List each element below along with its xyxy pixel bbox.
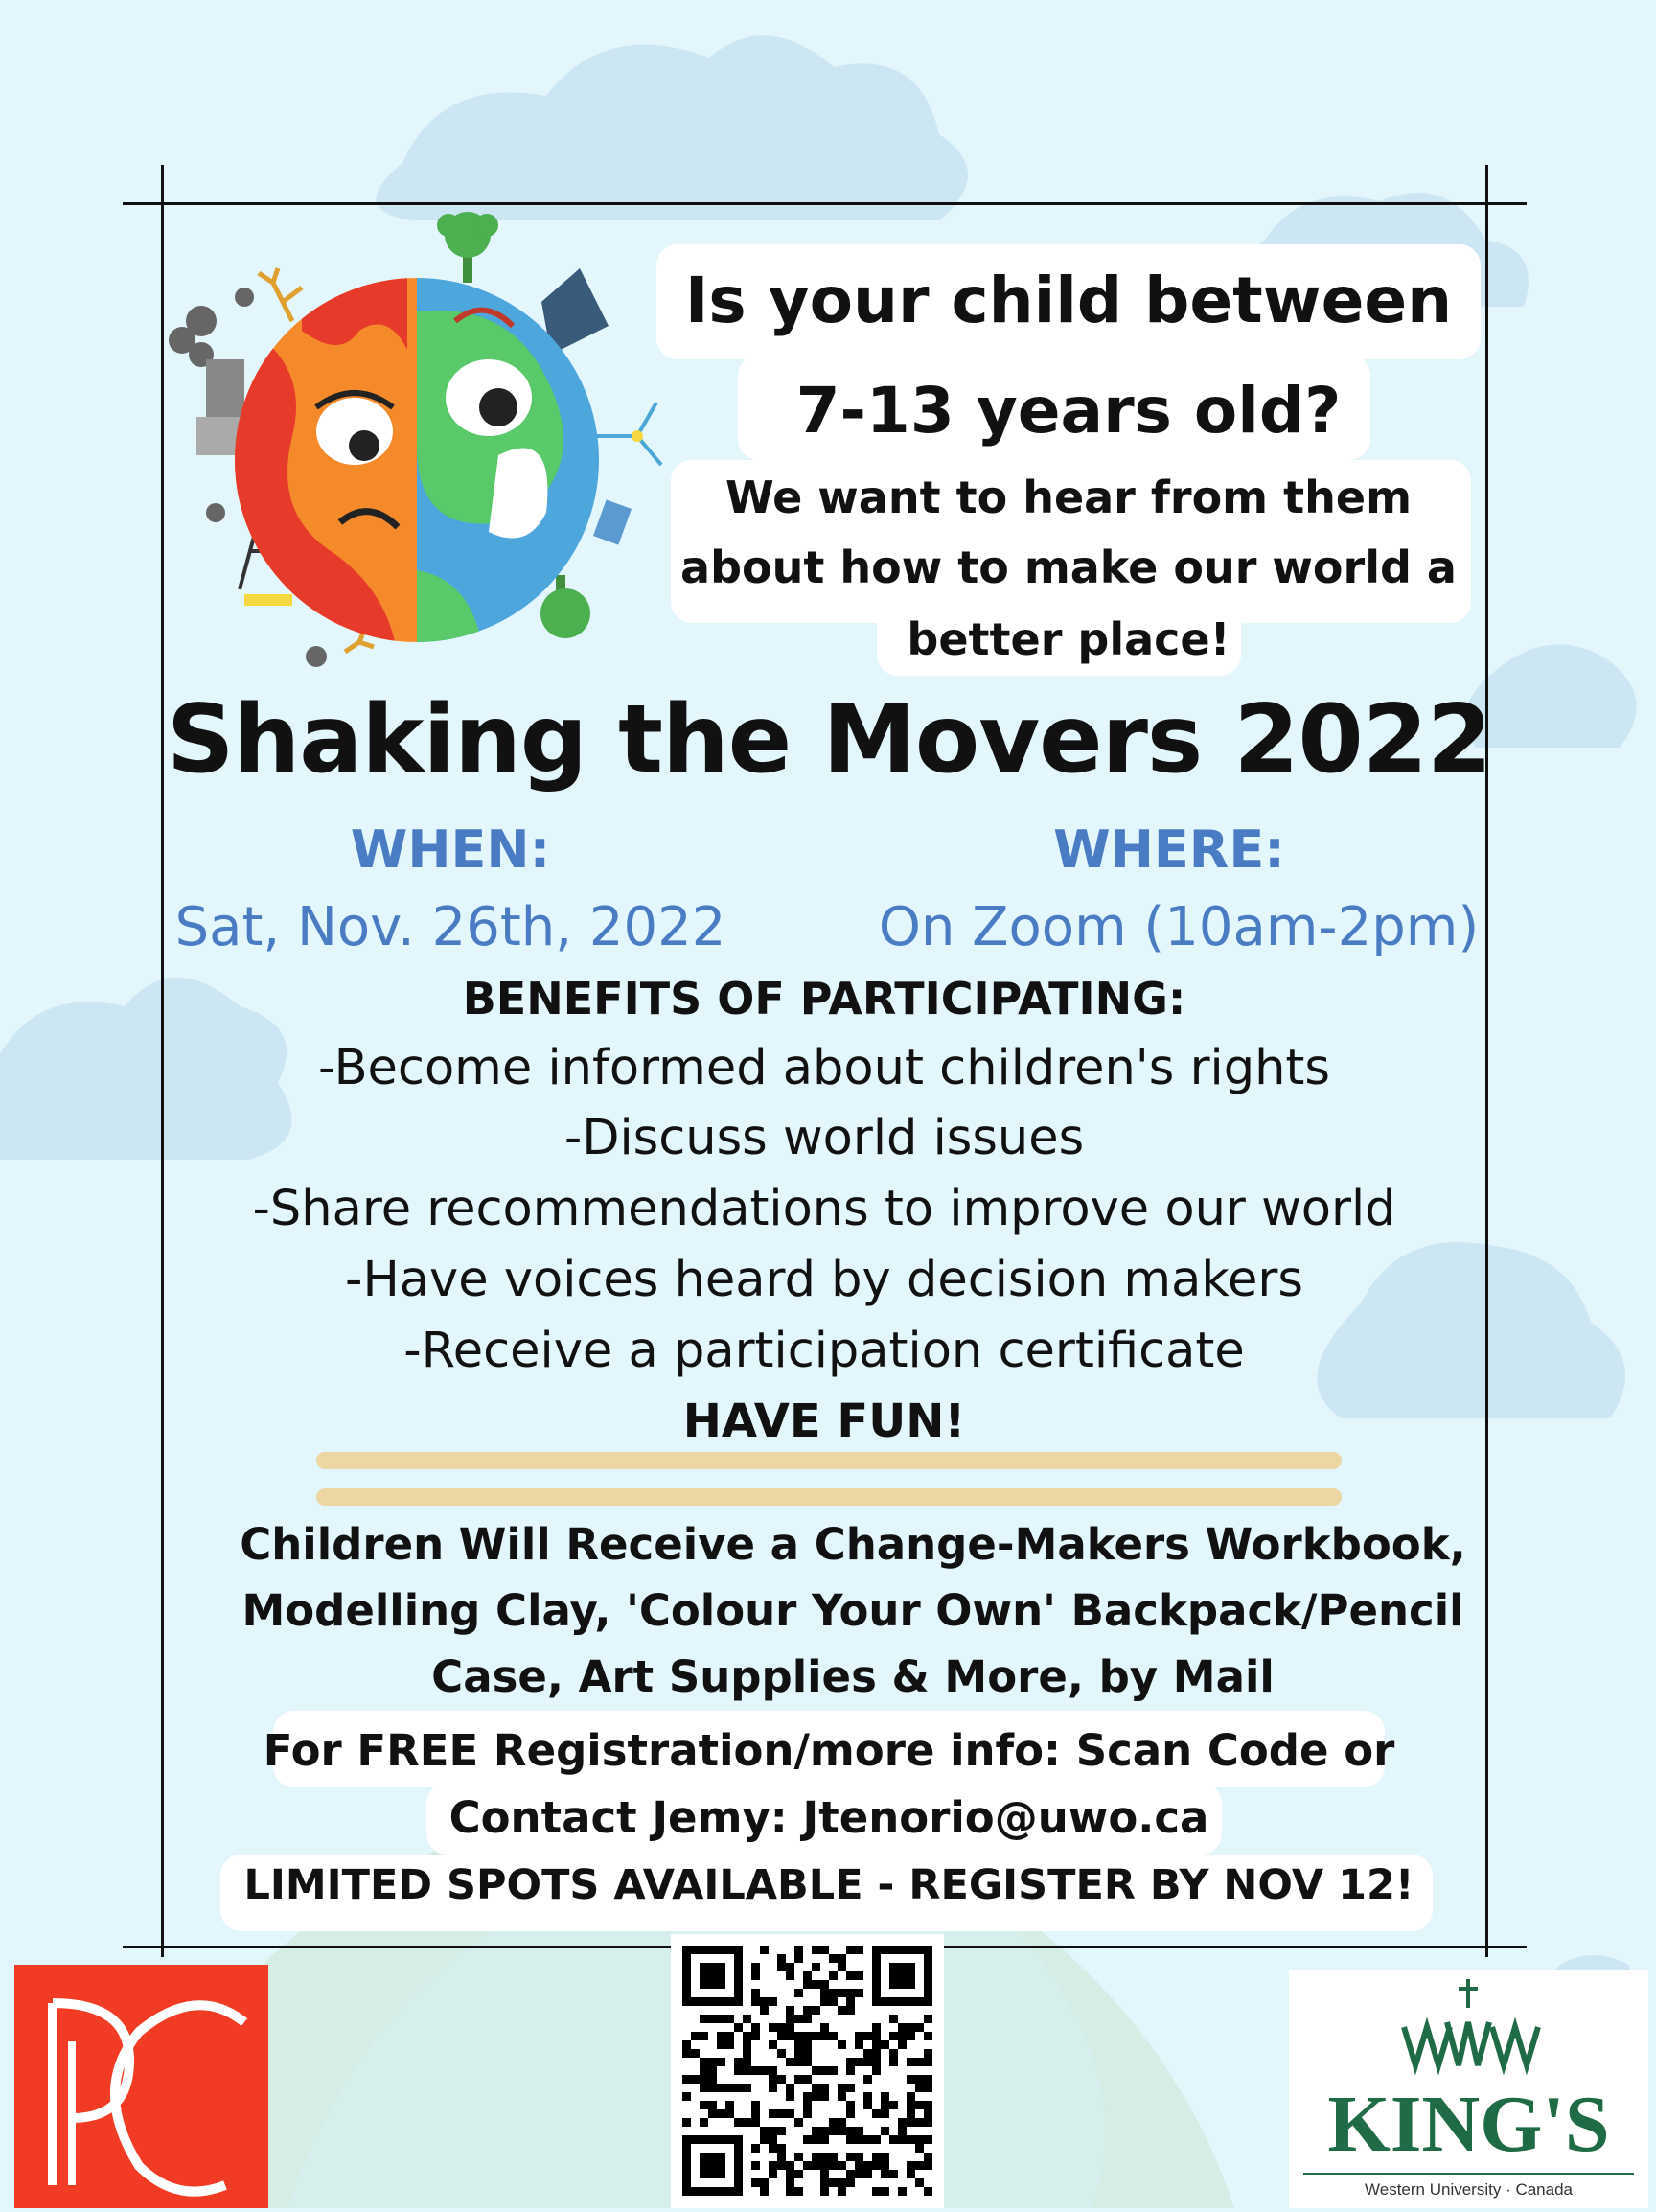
when-value: Sat, Nov. 26th, 2022 <box>174 896 726 958</box>
benefit-item: -Share recommendations to improve our world <box>252 1181 1396 1237</box>
intro-sub-line2: about how to make our world a <box>680 541 1457 593</box>
gifts-line2: Modelling Clay, 'Colour Your Own' Backpack/Pencil <box>242 1585 1464 1636</box>
where-label: WHERE: <box>1053 819 1285 880</box>
tree-top-icon <box>437 212 498 283</box>
divider-stripe <box>316 1452 1342 1469</box>
kings-name: KING'S <box>1327 2080 1610 2169</box>
registration-contact-email[interactable]: Contact Jemy: Jtenorio@uwo.ca <box>448 1792 1209 1843</box>
gifts-line1: Children Will Receive a Change-Makers Workbook, <box>240 1519 1466 1570</box>
intro-question-line1: Is your child between <box>684 264 1453 337</box>
benefit-item: -Receive a participation certificate <box>403 1323 1245 1379</box>
benefit-item: -Have voices heard by decision makers <box>345 1252 1303 1308</box>
kings-logo[interactable] <box>1289 1970 1648 2208</box>
benefits-heading: BENEFITS OF PARTICIPATING: <box>462 973 1186 1025</box>
crown-icon <box>1289 1970 1648 2094</box>
registration-line1: For FREE Registration/more info: Scan Code or <box>263 1725 1395 1776</box>
divider-stripe <box>316 1488 1342 1506</box>
earth-illustration <box>158 206 714 685</box>
intro-question-line2: 7-13 years old? <box>795 374 1342 448</box>
where-value: On Zoom (10am-2pm) <box>878 896 1480 958</box>
registration-qr-code[interactable] <box>671 1934 944 2208</box>
benefit-item: -Discuss world issues <box>564 1110 1085 1166</box>
pc-logo-mark <box>14 1965 268 2208</box>
event-title: Shaking the Movers 2022 <box>166 685 1492 795</box>
pc-logo <box>14 1965 268 2208</box>
intro-sub-line1: We want to hear from them <box>724 472 1412 523</box>
solar-panel-icon <box>593 499 632 544</box>
gifts-line3: Case, Art Supplies & More, by Mail <box>431 1651 1275 1702</box>
registration-deadline: LIMITED SPOTS AVAILABLE - REGISTER BY NOV 12! <box>243 1861 1414 1909</box>
when-label: WHEN: <box>350 819 551 880</box>
frame-top-line <box>123 202 1527 205</box>
benefit-item: -Become informed about children's rights <box>317 1040 1330 1096</box>
kings-subtitle: Western University · Canada <box>1365 2180 1573 2199</box>
qr-code-pattern <box>671 1934 944 2208</box>
benefits-closing: HAVE FUN! <box>682 1394 966 1448</box>
intro-sub-line3: better place! <box>907 613 1230 665</box>
